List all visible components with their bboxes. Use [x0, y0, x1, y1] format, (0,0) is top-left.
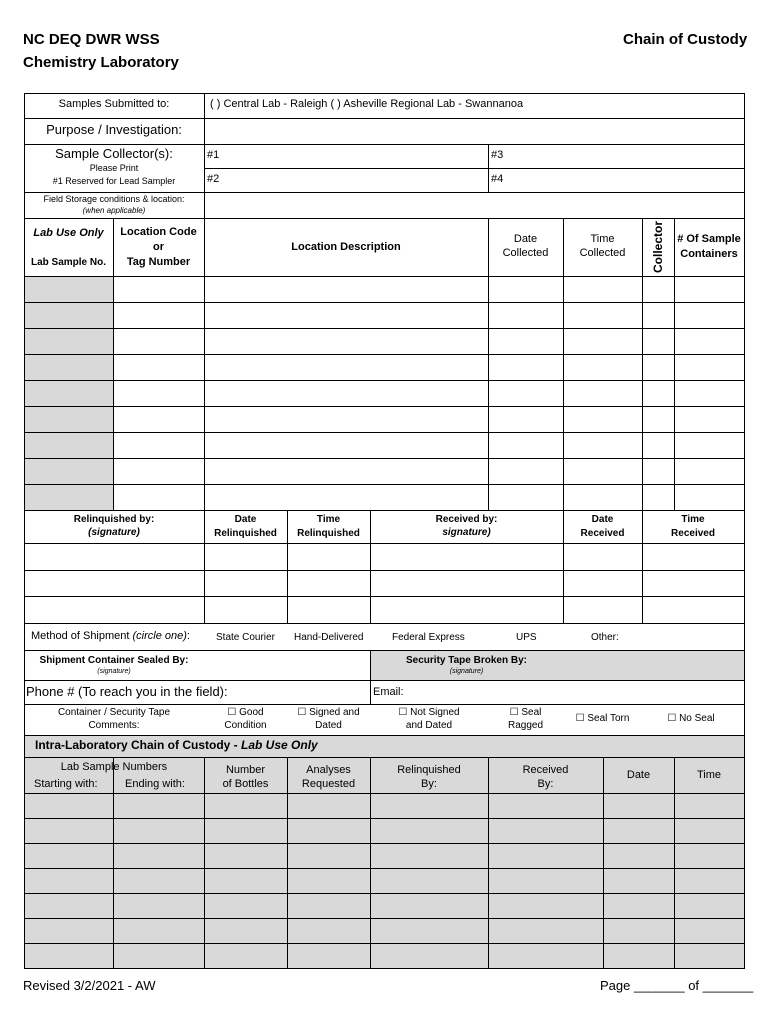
- ending-with-header: Ending with:: [125, 778, 185, 790]
- intra-time-header: Time: [696, 769, 722, 781]
- received-signature-note: signature): [442, 527, 491, 538]
- lab-sample-no-header: Lab Sample No.: [30, 257, 106, 268]
- checkbox-not-signed-2: and Dated: [405, 720, 453, 731]
- collector-2-field[interactable]: #2: [207, 173, 220, 185]
- checkbox-signed-dated-1[interactable]: ☐ Signed and: [297, 707, 360, 718]
- container-comments-label-2: Comments:: [88, 720, 140, 731]
- sealed-by-signature-note: (signature): [97, 668, 131, 675]
- page-number: Page _______ of _______: [600, 978, 754, 993]
- date-received-header-1: Date: [591, 514, 614, 525]
- collector-4-field[interactable]: #4: [491, 173, 504, 185]
- relinquished-by-header: Relinquished by:: [73, 514, 155, 525]
- analyses-header-1: Analyses: [306, 764, 351, 776]
- location-code-header-3: Tag Number: [126, 256, 191, 268]
- collector-note-print: Please Print: [89, 163, 139, 173]
- document-title: Chain of Custody: [623, 31, 748, 48]
- collector-note-lead: #1 Reserved for Lead Sampler: [52, 176, 176, 186]
- tape-broken-by-label: Security Tape Broken By:: [406, 655, 527, 666]
- date-collected-header-2: Collected: [502, 247, 549, 259]
- checkbox-good-condition-2: Condition: [224, 720, 267, 731]
- checkbox-seal-torn[interactable]: ☐ Seal Torn: [575, 713, 630, 724]
- org-name: NC DEQ DWR WSS: [23, 31, 160, 48]
- checkbox-seal-ragged-1[interactable]: ☐ Seal: [509, 707, 542, 718]
- checkbox-signed-dated-2: Dated: [315, 720, 342, 731]
- email-label: Email:: [373, 686, 404, 698]
- lab-sample-numbers-header: Lab Sample Numbers: [60, 761, 168, 773]
- option-federal-express[interactable]: Federal Express: [392, 632, 465, 643]
- collector-1-field[interactable]: #1: [207, 149, 220, 161]
- tape-broken-signature-note: (signature): [449, 668, 484, 675]
- location-code-header-2: or: [153, 241, 164, 253]
- purpose-label: Purpose / Investigation:: [46, 122, 182, 137]
- time-collected-header-2: Collected: [579, 247, 626, 259]
- received-by-header: Received by:: [435, 514, 498, 525]
- time-relinquished-header-2: Relinquished: [297, 528, 360, 539]
- time-received-header-2: Received: [671, 528, 715, 539]
- location-code-header-1: Location Code: [120, 226, 197, 238]
- checkbox-not-signed-1[interactable]: ☐ Not Signed: [398, 707, 460, 718]
- field-storage-label: Field Storage conditions & location:: [43, 194, 185, 204]
- analyses-header-2: Requested: [301, 778, 356, 790]
- intra-relinquished-header-2: By:: [421, 778, 437, 790]
- checkbox-good-condition-1[interactable]: ☐ Good: [227, 707, 264, 718]
- container-comments-label-1: Container / Security Tape: [57, 707, 171, 718]
- intra-date-header: Date: [626, 769, 651, 781]
- location-description-header: Location Description: [291, 241, 401, 253]
- phone-label: Phone # (To reach you in the field):: [26, 684, 228, 699]
- sealed-by-label: Shipment Container Sealed By:: [39, 655, 189, 666]
- lab-name: Chemistry Laboratory: [23, 54, 179, 71]
- num-containers-header-2: Containers: [680, 248, 738, 260]
- collector-3-field[interactable]: #3: [491, 149, 504, 161]
- time-relinquished-header-1: Time: [316, 514, 341, 525]
- intra-lab-title: Intra-Laboratory Chain of Custody - Lab Use Only: [35, 738, 318, 752]
- bottles-header-2: of Bottles: [222, 778, 269, 790]
- option-other[interactable]: Other:: [591, 632, 619, 643]
- date-collected-header-1: Date: [513, 233, 538, 245]
- checkbox-no-seal[interactable]: ☐ No Seal: [667, 713, 715, 724]
- lab-use-only-label: Lab Use Only: [33, 227, 104, 239]
- intra-relinquished-header-1: Relinquished: [397, 764, 461, 776]
- samples-submitted-label: Samples Submitted to:: [58, 98, 170, 110]
- time-received-header-1: Time: [681, 514, 705, 525]
- num-containers-header-1: # Of Sample: [677, 233, 741, 245]
- date-received-header-2: Received: [580, 528, 625, 539]
- date-relinquished-header-1: Date: [234, 514, 257, 525]
- option-hand-delivered[interactable]: Hand-Delivered: [294, 632, 364, 643]
- revision-note: Revised 3/2/2021 - AW: [23, 978, 156, 993]
- checkbox-seal-ragged-2: Ragged: [507, 720, 544, 731]
- option-state-courier[interactable]: State Courier: [216, 632, 275, 643]
- intra-received-header-2: By:: [537, 778, 554, 790]
- shipment-method-label: Method of Shipment (circle one):: [31, 630, 190, 642]
- samples-submitted-options[interactable]: ( ) Central Lab - Raleigh ( ) Asheville Regional Lab - Swannanoa: [210, 98, 524, 110]
- bottles-header-1: Number: [225, 764, 266, 776]
- option-ups[interactable]: UPS: [516, 632, 537, 643]
- collector-label: Sample Collector(s):: [55, 146, 173, 161]
- starting-with-header: Starting with:: [34, 778, 98, 790]
- intra-received-header-1: Received: [522, 764, 569, 776]
- relinquished-signature-note: (signature): [88, 527, 140, 538]
- field-storage-note: (when applicable): [82, 206, 146, 215]
- time-collected-header-1: Time: [590, 233, 615, 245]
- date-relinquished-header-2: Relinquished: [214, 528, 277, 539]
- collector-header: Collector: [651, 221, 665, 274]
